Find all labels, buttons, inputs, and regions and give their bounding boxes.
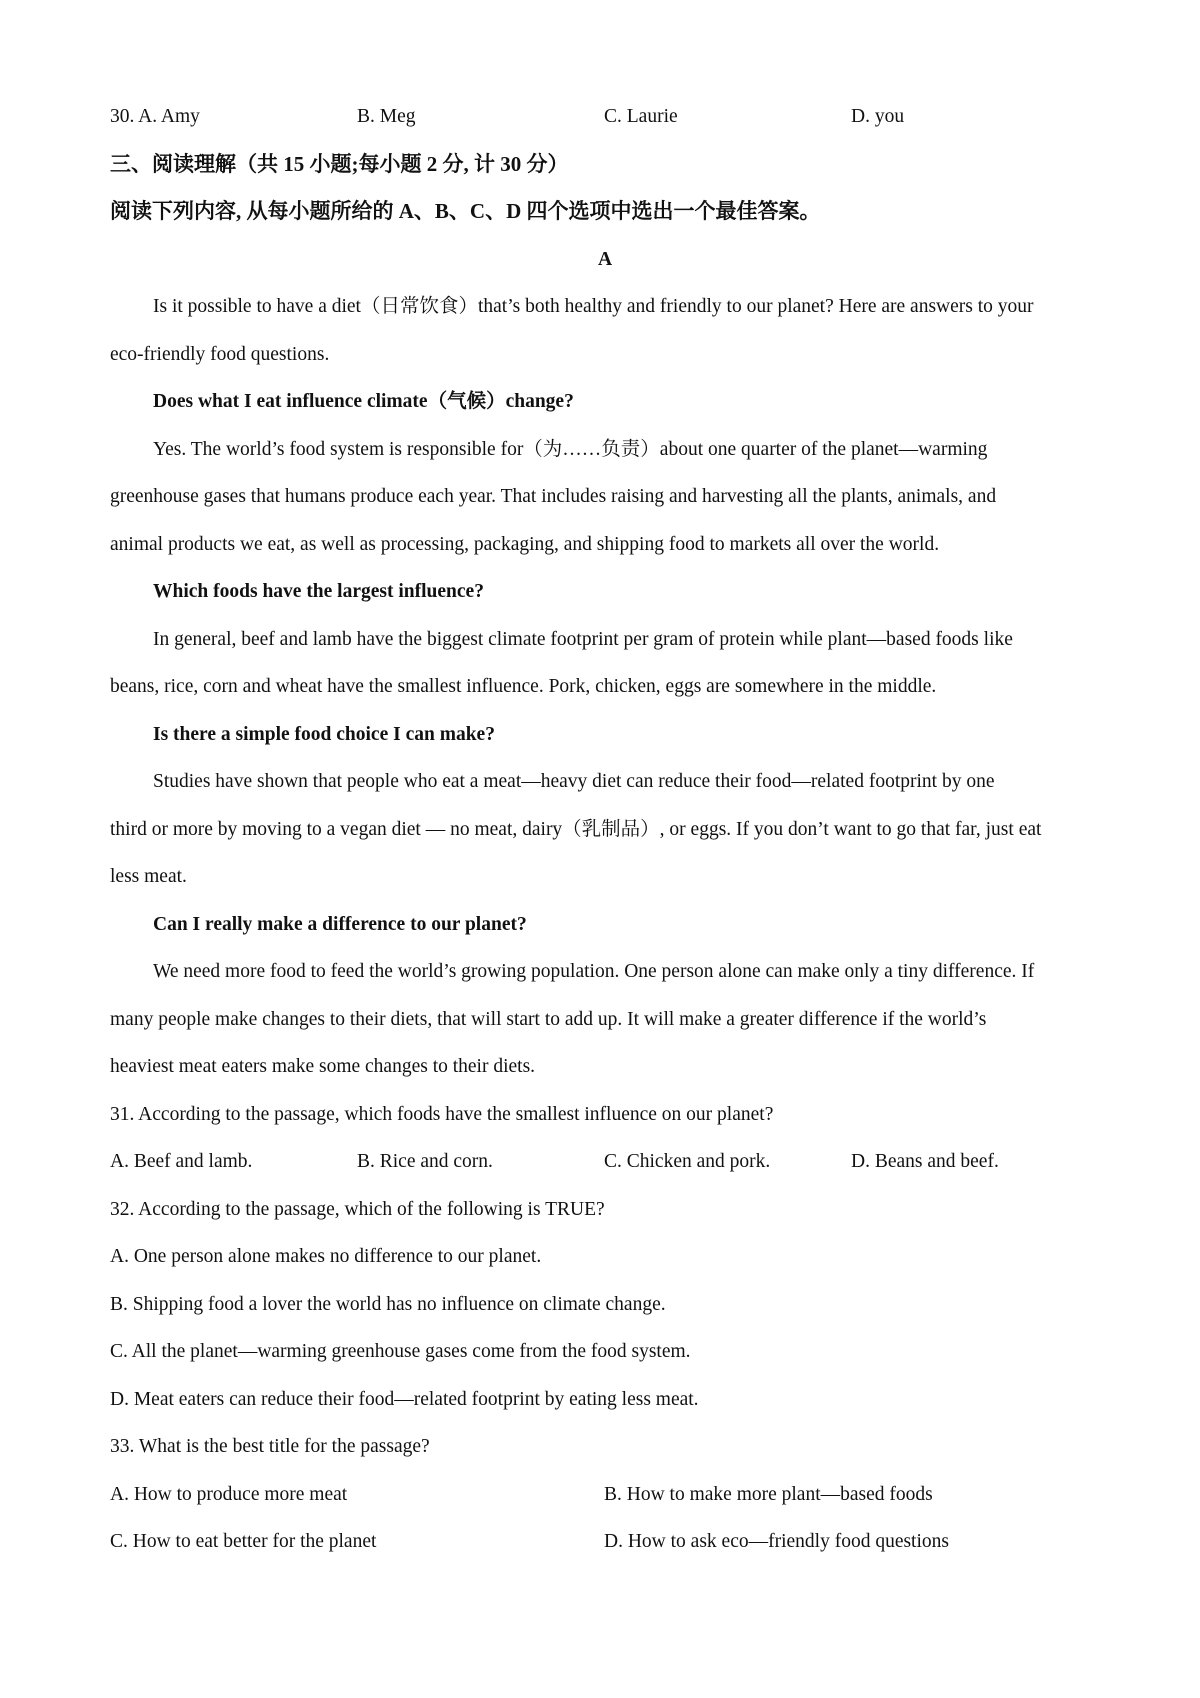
question-33-stem: 33. What is the best title for the passage? — [110, 1436, 430, 1457]
option-d: D. Beans and beef. — [851, 1151, 999, 1172]
passage-line: greenhouse gases that humans produce each year. That includes raising and harvesting all the plants, animals, and — [110, 486, 997, 507]
option-d: D. you — [851, 106, 905, 127]
passage-line: Studies have shown that people who eat a meat—heavy diet can reduce their food—related footprint by one — [153, 771, 995, 792]
option-b: B. How to make more plant—based foods — [604, 1483, 933, 1505]
question-33-options-row1 — [110, 1471, 1100, 1519]
passage-line: beans, rice, corn and wheat have the smallest influence. Pork, chicken, eggs are somewhere in the middle. — [110, 676, 937, 697]
passage-subheading: Is there a simple food choice I can make? — [153, 723, 495, 745]
passage-subheading: Which foods have the largest influence? — [153, 581, 484, 602]
option-a: 30. A. Amy — [110, 106, 200, 127]
passage-subheading: Can I really make a difference to our planet? — [153, 913, 527, 935]
option-a: A. One person alone makes no difference to our planet. — [110, 1246, 542, 1267]
passage-subheading: Does what I eat influence climate（气候）change? — [153, 391, 574, 412]
passage-label: A — [597, 248, 613, 270]
option-a: A. How to produce more meat — [110, 1483, 348, 1505]
passage-line: animal products we eat, as well as processing, packaging, and shipping food to markets all over the world. — [110, 533, 940, 555]
passage-line: third or more by moving to a vegan diet — no meat, dairy（乳制品）, or eggs. If you don’t want to go that far, just eat — [110, 818, 1042, 840]
question-31-stem: 31. According to the passage, which foods have the smallest influence on our planet? — [110, 1103, 774, 1125]
option-c: C. How to eat better for the planet — [110, 1531, 377, 1552]
passage-line: less meat. — [110, 866, 187, 887]
instruction: 阅读下列内容, 从每小题所给的 A、B、C、D 四个选项中选出一个最佳答案。 — [110, 199, 821, 223]
question-32-stem: 32. According to the passage, which of the following is TRUE? — [110, 1198, 605, 1220]
section-heading: 三、阅读理解（共 15 小题;每小题 2 分, 计 30 分） — [110, 151, 569, 176]
passage-line: heaviest meat eaters make some changes to their diets. — [110, 1056, 536, 1077]
option-b: B. Shipping food a lover the world has no influence on climate change. — [110, 1293, 666, 1315]
passage — [110, 283, 1100, 1091]
passage-line: many people make changes to their diets, that will start to add up. It will make a greater difference if the world’s — [110, 1008, 987, 1030]
option-b: B. Rice and corn. — [357, 1151, 493, 1172]
option-d: D. Meat eaters can reduce their food—related footprint by eating less meat. — [110, 1388, 699, 1410]
question-30-options — [110, 93, 1100, 141]
passage-line: Yes. The world’s food system is responsible for（为……负责）about one quarter of the planet—warming — [153, 438, 988, 460]
option-c: C. All the planet—warming greenhouse gases come from the food system. — [110, 1341, 691, 1362]
question-33-options-row2 — [110, 1518, 1100, 1566]
option-d: D. How to ask eco—friendly food questions — [604, 1531, 949, 1552]
passage-line: In general, beef and lamb have the biggest climate footprint per gram of protein while plant—based foods like — [153, 628, 1013, 650]
option-c: C. Chicken and pork. — [604, 1151, 771, 1172]
option-b: B. Meg — [357, 106, 416, 127]
question-31-options — [110, 1138, 1100, 1186]
exam-page — [110, 93, 1100, 1566]
option-c: C. Laurie — [604, 106, 678, 127]
passage-line: We need more food to feed the world’s growing population. One person alone can make only a tiny difference. If — [153, 961, 1035, 982]
option-a: A. Beef and lamb. — [110, 1151, 253, 1172]
passage-line: eco-friendly food questions. — [110, 343, 330, 365]
passage-line: Is it possible to have a diet（日常饮食）that’s both healthy and friendly to our planet? Here are answers to your — [153, 296, 1034, 317]
